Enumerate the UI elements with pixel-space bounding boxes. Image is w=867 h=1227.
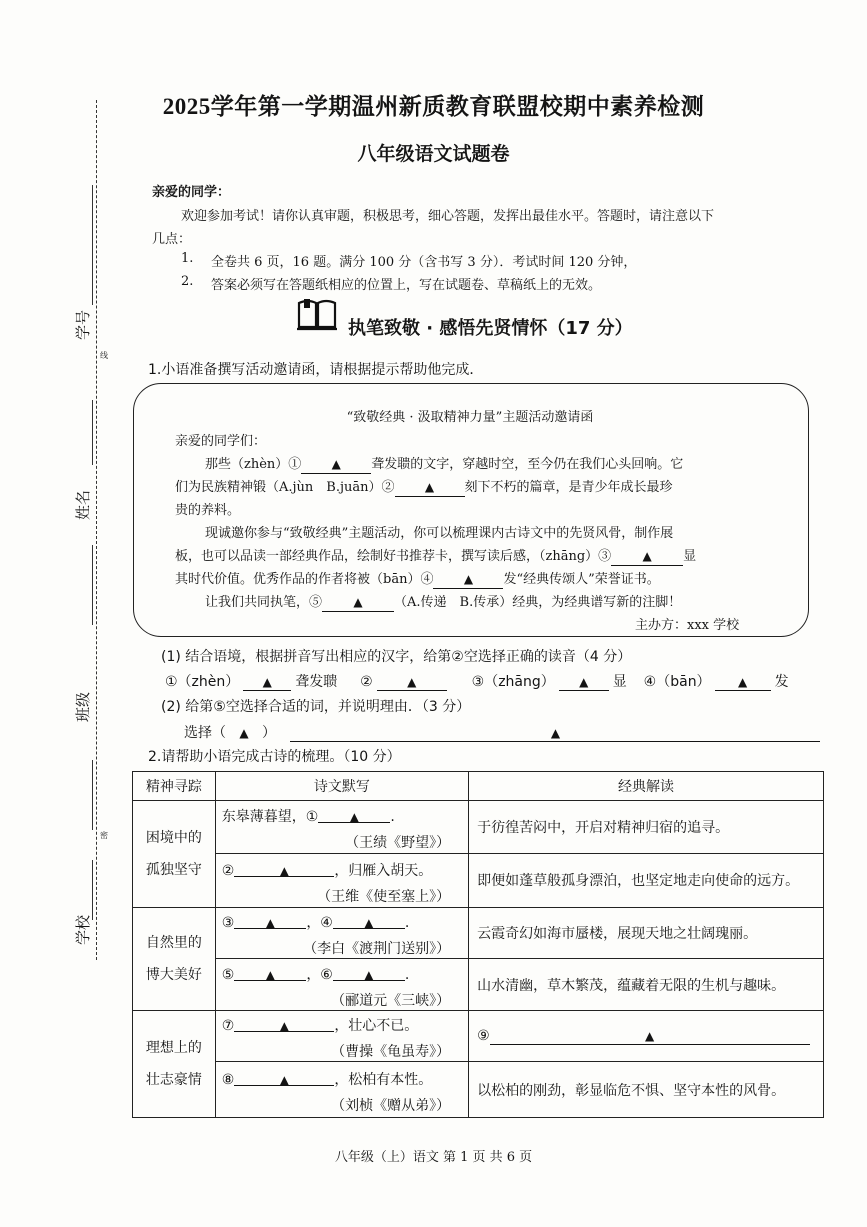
rule1-text: 全卷共 6 页，16 题。满分 100 分（含书写 3 分）．考试时间 120 分钟， — [211, 255, 637, 270]
rule1-number: 1. — [181, 251, 194, 266]
q1-answer-row: ①（zhèn） ▲ 聋发聩 ② ▲ ③（zhāng） ▲ 显 ④（bān） ▲ 发 — [165, 674, 789, 690]
header-recite: 诗文默写 — [215, 772, 468, 801]
group-3: 理想上的壮志豪情 — [133, 1011, 216, 1118]
seal-mark-mi: 密 — [100, 831, 108, 840]
recite-cell-5: ⑦ ▲ ，壮心不已。 （曹操《龟虽寿》） — [215, 1011, 468, 1062]
interpret-cell-6: 以松柏的刚劲，彰显临危不惧、坚守本性的风骨。 — [469, 1062, 824, 1118]
poem-blank-9[interactable]: ▲ — [490, 1028, 810, 1045]
school-line — [92, 860, 93, 920]
recite-cell-4: ⑤ ▲ ，⑥ ▲ . （郦道元《三峡》） — [215, 959, 468, 1011]
student-id-line — [92, 185, 93, 305]
interpret-cell-4: 山水清幽，草木繁茂，蕴藏着无限的生机与趣味。 — [469, 959, 824, 1011]
class-line — [92, 545, 93, 625]
rule2-text: 答案必须写在答题纸相应的位置上，写在试题卷、草稿纸上的无效。 — [211, 278, 602, 293]
intro-line1: 欢迎参加考试！请你认真审题，积极思考，细心答题，发挥出最佳水平。答题时，请注意以下 — [181, 209, 715, 224]
q2-prompt: 2.请帮助小语完成古诗的梳理。（10 分） — [148, 749, 401, 765]
letter-line7: 让我们共同执笔，⑤ ▲ （A.传递 B.传承）经典，为经典谱写新的注脚！ — [205, 595, 682, 610]
q1-prompt: 1.小语准备撰写活动邀请函，请根据提示帮助他完成． — [148, 362, 484, 378]
letter-salutation: 亲爱的同学们： — [175, 434, 267, 449]
table-header-row — [133, 772, 824, 801]
letter-line3: 贵的养料。 — [175, 503, 241, 518]
header-spirit: 精神寻踪 — [133, 772, 216, 801]
recite-cell-2: ② ▲ ，归雁入胡天。 （王维《使至塞上》） — [215, 854, 468, 908]
intro-line2: 几点： — [152, 232, 192, 247]
answer-blank-3[interactable]: ▲ — [559, 674, 609, 691]
blank-1[interactable]: ▲ — [301, 457, 371, 474]
poem-table — [132, 771, 824, 1118]
school-line-top — [92, 760, 93, 830]
page-footer: 八年级（上）语文 第 1 页 共 6 页 — [334, 1150, 533, 1165]
poem-blank-8[interactable]: ▲ — [234, 1069, 334, 1086]
recite-cell-3: ③ ▲ ，④ ▲ . （李白《渡荆门送别》） — [215, 908, 468, 959]
q1-sub2: (2) 给第⑤空选择合适的词，并说明理由．（3 分） — [161, 699, 471, 715]
table-row — [133, 801, 824, 854]
interpret-cell-1: 于彷徨苦闷中，开启对精神归宿的追寻。 — [469, 801, 824, 854]
poem-blank-2[interactable]: ▲ — [234, 860, 334, 877]
answer-blank-4[interactable]: ▲ — [715, 674, 771, 691]
poem-blank-5[interactable]: ▲ — [234, 964, 306, 981]
header-interpret: 经典解读 — [469, 772, 824, 801]
section-title: 执笔致敬 · 感悟先贤情怀（17 分） — [348, 318, 633, 339]
interpret-cell-3: 云霞奇幻如海市蜃楼，展现天地之壮阔瑰丽。 — [469, 908, 824, 959]
letter-line4: 现诚邀你参与“致敬经典”主题活动，你可以梳理课内古诗文中的先贤风骨，制作展 — [205, 526, 674, 541]
choice-blank[interactable]: ▲ — [239, 726, 249, 740]
poem-blank-7[interactable]: ▲ — [234, 1015, 334, 1032]
recite-cell-1: 东皋薄暮望，① ▲ . （王绩《野望》） — [215, 801, 468, 854]
class-label: 班级 — [74, 691, 92, 722]
letter-line2: 们为民族精神锻（A.jùn B.juān）② ▲ 刻下不朽的篇章，是青少年成长最珍 — [175, 480, 673, 495]
school-label: 学校 — [74, 914, 92, 945]
letter-line5: 板，也可以品读一部经典作品，绘制好书推荐卡，撰写读后感，（zhāng）③ ▲ 显 — [175, 549, 697, 564]
interpret-cell-2: 即便如蓬草般孤身漂泊，也坚定地走向使命的远方。 — [469, 854, 824, 908]
table-row — [133, 959, 824, 1011]
exam-subtitle: 八年级语文试题卷 — [357, 143, 510, 165]
answer-blank-2[interactable]: ▲ — [377, 674, 447, 691]
letter-sponsor: 主办方：xxx 学校 — [635, 618, 740, 633]
blank-2[interactable]: ▲ — [395, 480, 465, 497]
intro-greeting: 亲爱的同学： — [152, 185, 231, 200]
table-row — [133, 1011, 824, 1062]
answer-blank-1[interactable]: ▲ — [243, 674, 291, 691]
table-row — [133, 908, 824, 959]
letter-line1: 那些（zhèn）① ▲ 聋发聩的文字，穿越时空，至今仍在我们心头回响。它 — [205, 457, 684, 472]
blank-3[interactable]: ▲ — [611, 549, 683, 566]
q1-choose-row: 选择（ ▲ ） ▲ — [184, 722, 820, 742]
recite-cell-6: ⑧ ▲ ，松柏有本性。 （刘桢《赠从弟》） — [215, 1062, 468, 1118]
letter-line6: 其时代价值。优秀作品的作者将被（bān）④ ▲ 发“经典传颂人”荣誉证书。 — [175, 572, 660, 587]
rule2-number: 2. — [181, 274, 194, 289]
binding-dashed-line — [96, 100, 97, 960]
group-2: 自然里的博大美好 — [133, 908, 216, 1011]
poem-blank-3[interactable]: ▲ — [234, 912, 306, 929]
book-icon — [296, 297, 338, 335]
poem-blank-4[interactable]: ▲ — [333, 912, 405, 929]
interpret-cell-5: ⑨ ▲ — [469, 1011, 824, 1062]
q1-sub1: (1) 结合语境，根据拼音写出相应的汉字，给第②空选择正确的读音（4 分） — [161, 649, 632, 665]
exam-title: 2025学年第一学期温州新质教育联盟校期中素养检测 — [162, 94, 705, 119]
seal-mark-xian: 线 — [100, 351, 108, 360]
name-label: 姓名 — [74, 489, 92, 520]
reason-blank[interactable]: ▲ — [290, 725, 820, 742]
student-id-label: 学号 — [74, 309, 92, 340]
table-row — [133, 854, 824, 908]
letter-title: “致敬经典 · 汲取精神力量”主题活动邀请函 — [346, 410, 594, 425]
table-row — [133, 1062, 824, 1118]
blank-5[interactable]: ▲ — [322, 595, 394, 612]
group-1: 困境中的孤独坚守 — [133, 801, 216, 908]
poem-blank-6[interactable]: ▲ — [333, 964, 405, 981]
blank-4[interactable]: ▲ — [433, 572, 503, 589]
poem-blank-1[interactable]: ▲ — [318, 806, 390, 823]
